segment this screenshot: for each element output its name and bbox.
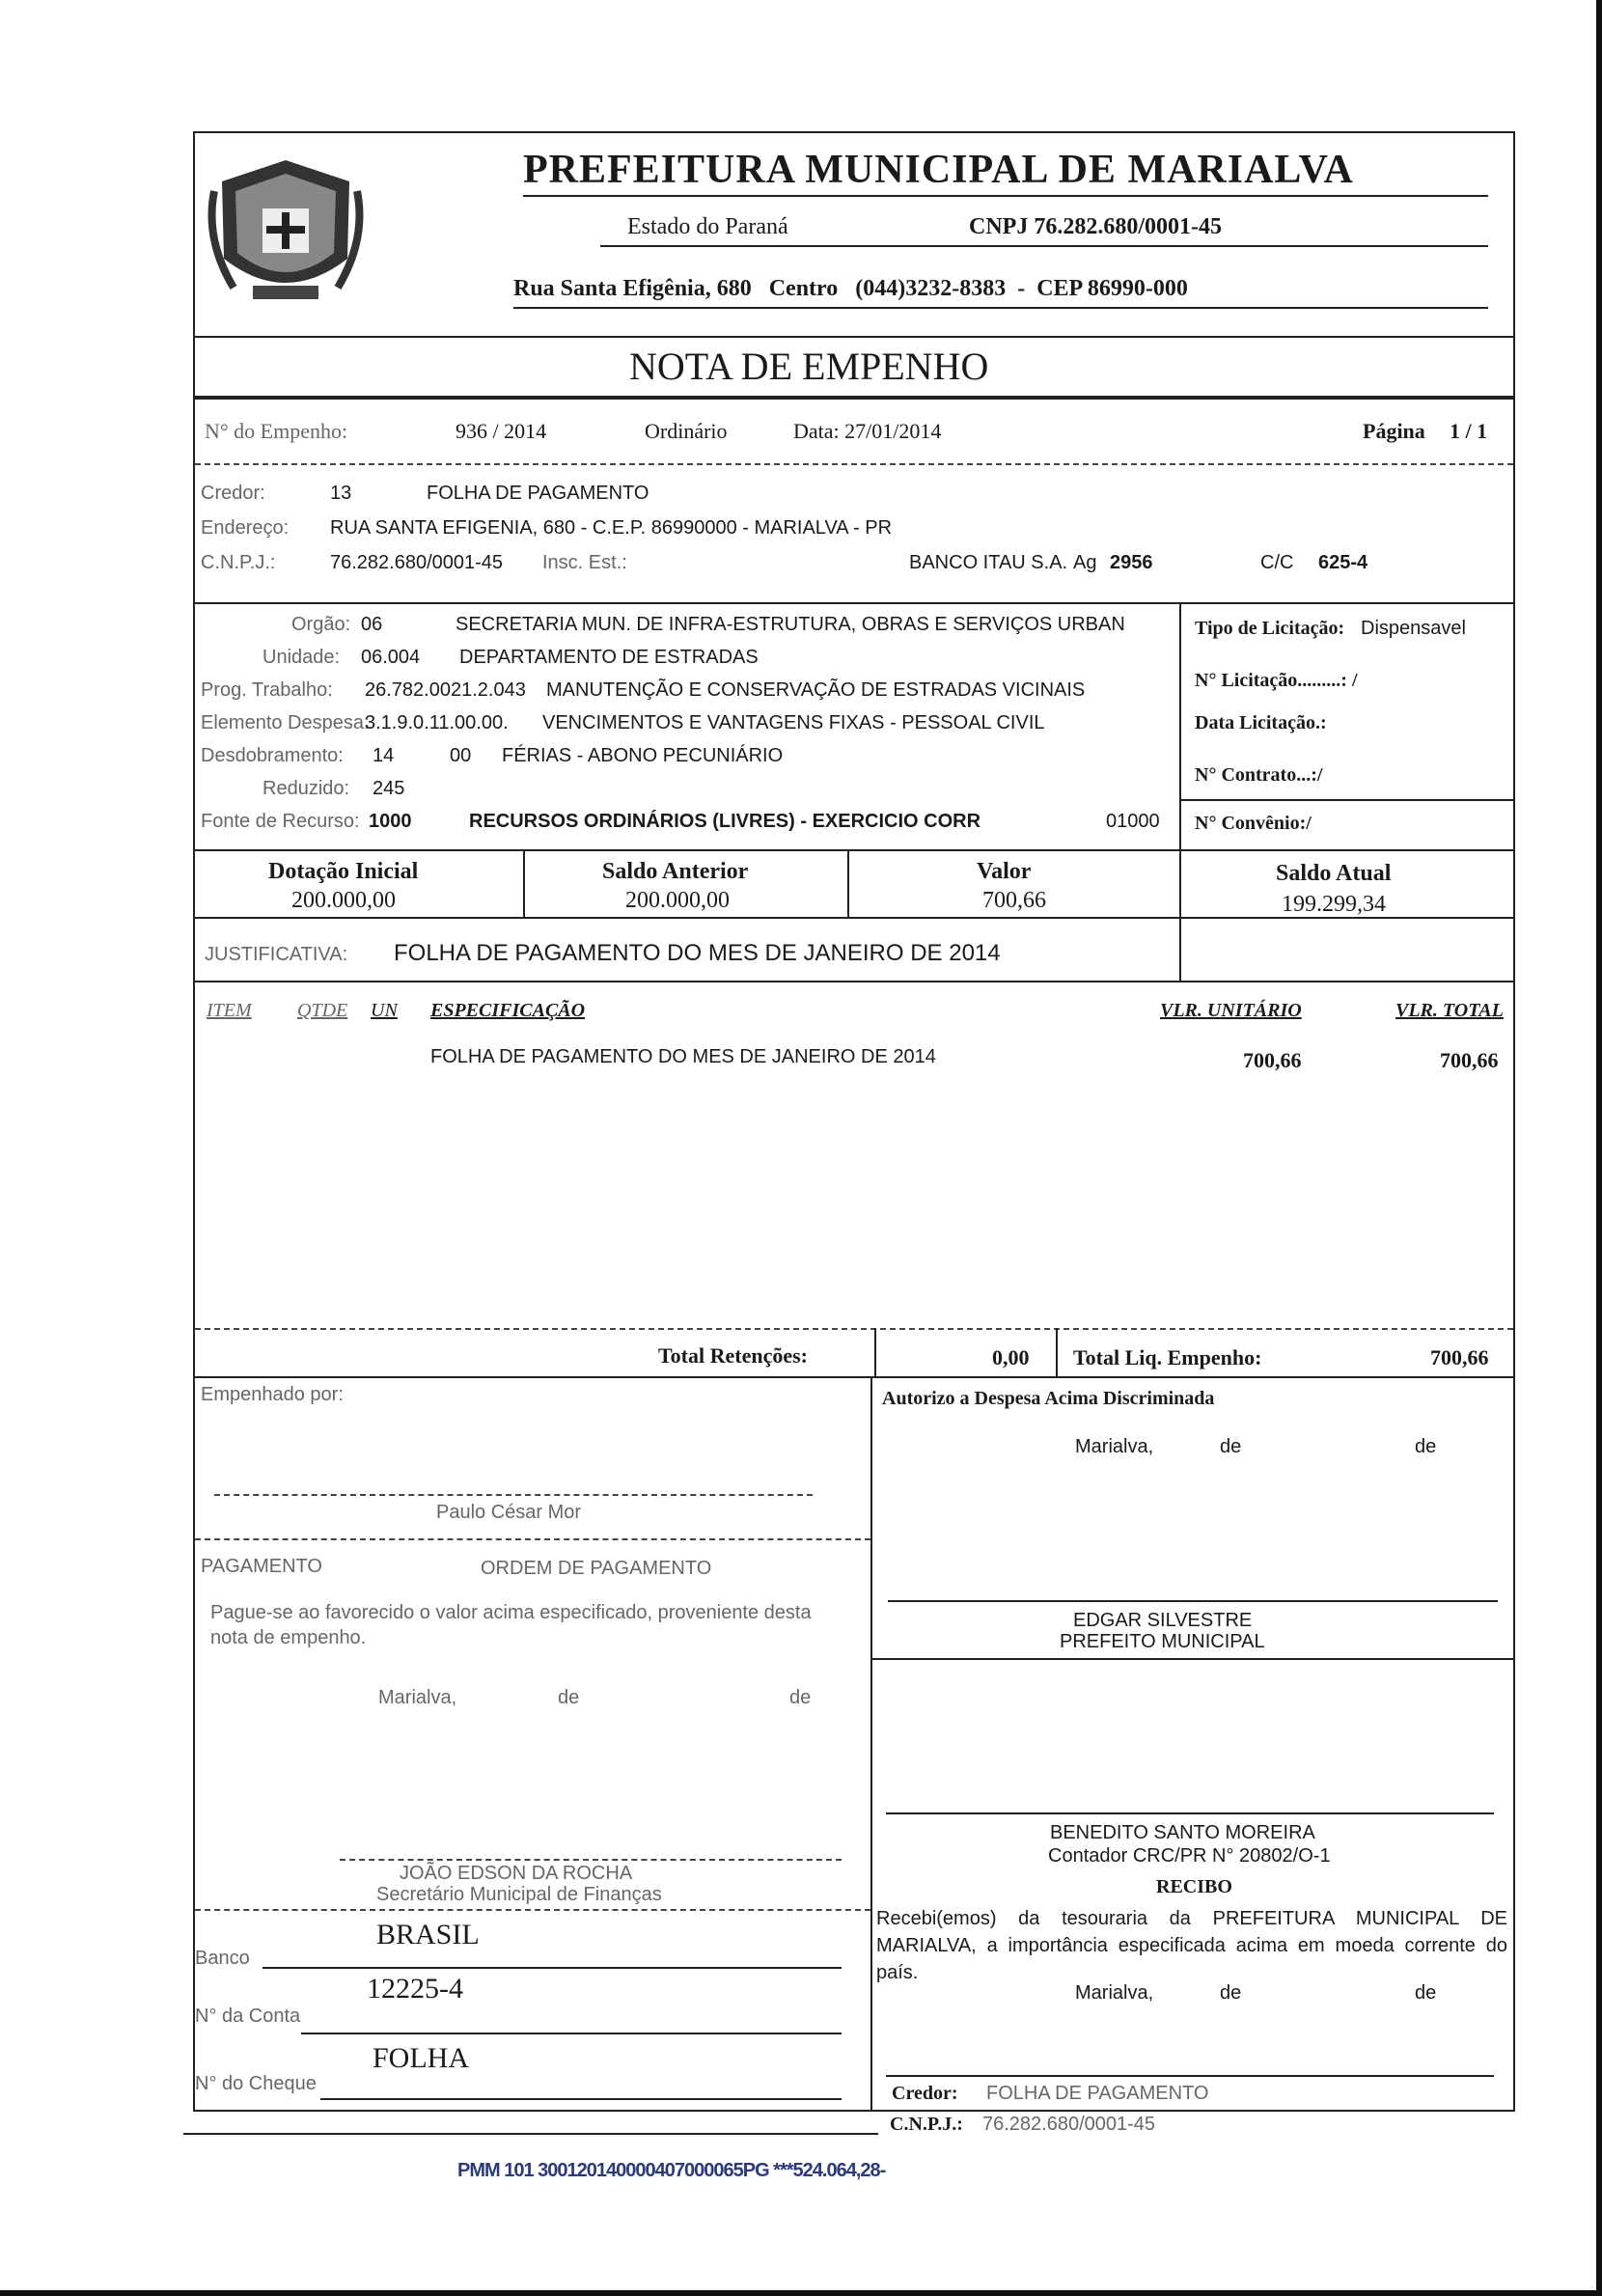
footer-code: PMM 101 300120140000407000065PG ***524.064,28- [457, 2160, 886, 2181]
creditor-address: RUA SANTA EFIGENIA, 680 - C.E.P. 86990000 - MARIALVA - PR [330, 517, 893, 539]
ie-label: Insc. Est.: [542, 552, 627, 573]
ordem-pagamento-label: ORDEM DE PAGAMENTO [481, 1558, 712, 1579]
prog-code: 26.782.0021.2.043 [365, 679, 526, 701]
total-retencoes-label: Total Retenções: [658, 1343, 808, 1368]
saldo-anterior-label: Saldo Anterior [602, 859, 749, 884]
unidade-code: 06.004 [361, 647, 421, 668]
state-label: Estado do Paraná [627, 214, 788, 239]
col-vlr-unitario: VLR. UNITÁRIO [1160, 1000, 1302, 1021]
justificativa-label: JUSTIFICATIVA: [205, 944, 348, 965]
empenho-date: Data: 27/01/2014 [793, 419, 942, 443]
cheque-value: FOLHA [373, 2042, 470, 2074]
ordem-de-2: de [789, 1687, 812, 1708]
cnpj-label: CNPJ 76.282.680/0001-45 [969, 214, 1222, 239]
empenhado-por-name: Paulo César Mor [436, 1502, 582, 1523]
autorizo-de-2: de [1415, 1436, 1437, 1457]
creditor-label: Credor: [201, 483, 265, 504]
reduzido-code: 245 [373, 778, 405, 799]
creditor-cnpj: 76.282.680/0001-45 [330, 552, 504, 573]
conta-value: 12225-4 [367, 1973, 463, 2005]
col-un: UN [371, 1000, 398, 1021]
data-licitacao: Data Licitação.: [1195, 712, 1327, 733]
reduzido-label: Reduzido: [262, 778, 350, 799]
address-line: Rua Santa Efigênia, 680 Centro (044)3232-8383 - CEP 86990-000 [513, 276, 1188, 301]
cheque-label: N° do Cheque [195, 2073, 317, 2094]
credor-label: Credor: [892, 2083, 958, 2104]
col-qtde: QTDE [297, 1000, 348, 1021]
saldo-anterior-value: 200.000,00 [625, 888, 730, 913]
page-number: 1 / 1 [1450, 419, 1488, 443]
elemento-code: 3.1.9.0.11.00.00. [365, 712, 509, 733]
saldo-atual-label: Saldo Atual [1276, 861, 1392, 886]
fonte-label: Fonte de Recurso: [201, 811, 360, 832]
prog-name: MANUTENÇÃO E CONSERVAÇÃO DE ESTRADAS VICINAIS [546, 679, 1086, 701]
recibo-city: Marialva, [1075, 1982, 1154, 2004]
desdobramento-sub: 00 [450, 745, 472, 766]
prog-label: Prog. Trabalho: [201, 679, 333, 701]
tipo-licitacao-label: Tipo de Licitação: [1195, 618, 1345, 639]
total-liquido-label: Total Liq. Empenho: [1073, 1345, 1262, 1369]
autorizo-city: Marialva, [1075, 1436, 1154, 1457]
unidade-name: DEPARTAMENTO DE ESTRADAS [459, 647, 759, 668]
empenho-type: Ordinário [645, 419, 728, 443]
orgao-code: 06 [361, 614, 383, 635]
ordem-de-1: de [558, 1687, 580, 1708]
ordem-pagamento-text: Pague-se ao favorecido o valor acima especificado, proveniente desta nota de empenho. [210, 1602, 812, 1648]
numero-contrato: N° Contrato...:/ [1195, 764, 1323, 786]
tipo-licitacao-value: Dispensavel [1361, 618, 1466, 639]
conta-label: N° da Conta [195, 2006, 301, 2027]
unidade-label: Unidade: [262, 647, 341, 668]
credor-value: FOLHA DE PAGAMENTO [986, 2083, 1209, 2104]
empenhado-por-label: Empenhado por: [201, 1384, 344, 1405]
secretario-title: Secretário Municipal de Finanças [376, 1884, 662, 1905]
recibo-title: RECIBO [1156, 1876, 1232, 1897]
recibo-de-1: de [1220, 1982, 1242, 2004]
bank-name: BANCO ITAU S.A. [909, 552, 1068, 573]
desdobramento-code: 14 [373, 745, 395, 766]
col-item: ITEM [207, 1000, 252, 1021]
numero-licitacao: N° Licitação.........: / [1195, 670, 1358, 691]
total-retencoes-value: 0,00 [992, 1345, 1030, 1369]
recibo-cnpj-label: C.N.P.J.: [890, 2114, 963, 2135]
item-total-value: 700,66 [1440, 1048, 1499, 1072]
saldo-atual-value: 199.299,34 [1282, 892, 1386, 917]
fonte-extra-code: 01000 [1106, 811, 1160, 832]
col-especificacao: ESPECIFICAÇÃO [430, 1000, 586, 1021]
desdobramento-label: Desdobramento: [201, 745, 344, 766]
address-label: Endereço: [201, 517, 290, 539]
dotacao-inicial-label: Dotação Inicial [268, 859, 419, 884]
recibo-cnpj-value: 76.282.680/0001-45 [982, 2114, 1156, 2135]
page-number-label: Página [1363, 419, 1425, 443]
creditor-code: 13 [330, 483, 352, 504]
numero-convenio: N° Convênio:/ [1195, 813, 1312, 834]
agency-number: 2956 [1110, 552, 1153, 573]
pagamento-label: PAGAMENTO [201, 1556, 322, 1577]
account-number: 625-4 [1318, 552, 1368, 573]
col-vlr-total: VLR. TOTAL [1395, 1000, 1504, 1021]
recibo-text: Recebi(emos) da tesouraria da PREFEITURA MUNICIPAL DE MARIALVA, a importância especificada acima em moeda corrente do país. [876, 1908, 1507, 1983]
banco-value: BRASIL [376, 1919, 480, 1950]
contador-title: Contador CRC/PR N° 20802/O-1 [1048, 1845, 1331, 1867]
mayor-name: EDGAR SILVESTRE [1073, 1610, 1253, 1631]
valor-value: 700,66 [982, 888, 1046, 913]
dotacao-inicial-value: 200.000,00 [291, 888, 396, 913]
item-unit-value: 700,66 [1243, 1048, 1302, 1072]
creditor-cnpj-label: C.N.P.J.: [201, 552, 276, 573]
desdobramento-name: FÉRIAS - ABONO PECUNIÁRIO [502, 745, 784, 766]
account-label: C/C [1260, 552, 1294, 573]
nota-de-empenho-document [193, 131, 1515, 2112]
autorizo-text: Autorizo a Despesa Acima Discriminada [882, 1388, 1215, 1409]
total-liquido-value: 700,66 [1430, 1345, 1489, 1369]
elemento-label: Elemento Despesa: [201, 712, 370, 733]
contador-name: BENEDITO SANTO MOREIRA [1050, 1822, 1315, 1843]
recibo-de-2: de [1415, 1982, 1437, 2004]
coat-of-arms-icon [205, 152, 367, 307]
fonte-code: 1000 [369, 811, 412, 832]
valor-label: Valor [977, 859, 1032, 884]
fonte-name: RECURSOS ORDINÁRIOS (LIVRES) - EXERCICIO CORR [469, 811, 981, 832]
banco-label: Banco [195, 1948, 250, 1969]
mayor-title: PREFEITO MUNICIPAL [1060, 1631, 1265, 1652]
orgao-label: Orgão: [291, 614, 351, 635]
justificativa-text: FOLHA DE PAGAMENTO DO MES DE JANEIRO DE 2014 [394, 940, 1001, 966]
ordem-city: Marialva, [378, 1687, 457, 1708]
empenho-number: 936 / 2014 [456, 419, 547, 443]
elemento-name: VENCIMENTOS E VANTAGENS FIXAS - PESSOAL CIVIL [542, 712, 1045, 733]
empenho-number-label: N° do Empenho: [205, 419, 348, 443]
orgao-name: SECRETARIA MUN. DE INFRA-ESTRUTURA, OBRAS E SERVIÇOS URBAN [456, 614, 1125, 635]
agency-label: Ag [1073, 552, 1097, 573]
secretario-name: JOÃO EDSON DA ROCHA [400, 1863, 633, 1884]
page-title: PREFEITURA MUNICIPAL DE MARIALVA [523, 148, 1354, 192]
item-description: FOLHA DE PAGAMENTO DO MES DE JANEIRO DE 2014 [430, 1046, 936, 1067]
autorizo-de-1: de [1220, 1436, 1242, 1457]
creditor-name: FOLHA DE PAGAMENTO [427, 483, 649, 504]
document-title: NOTA DE EMPENHO [629, 345, 989, 388]
